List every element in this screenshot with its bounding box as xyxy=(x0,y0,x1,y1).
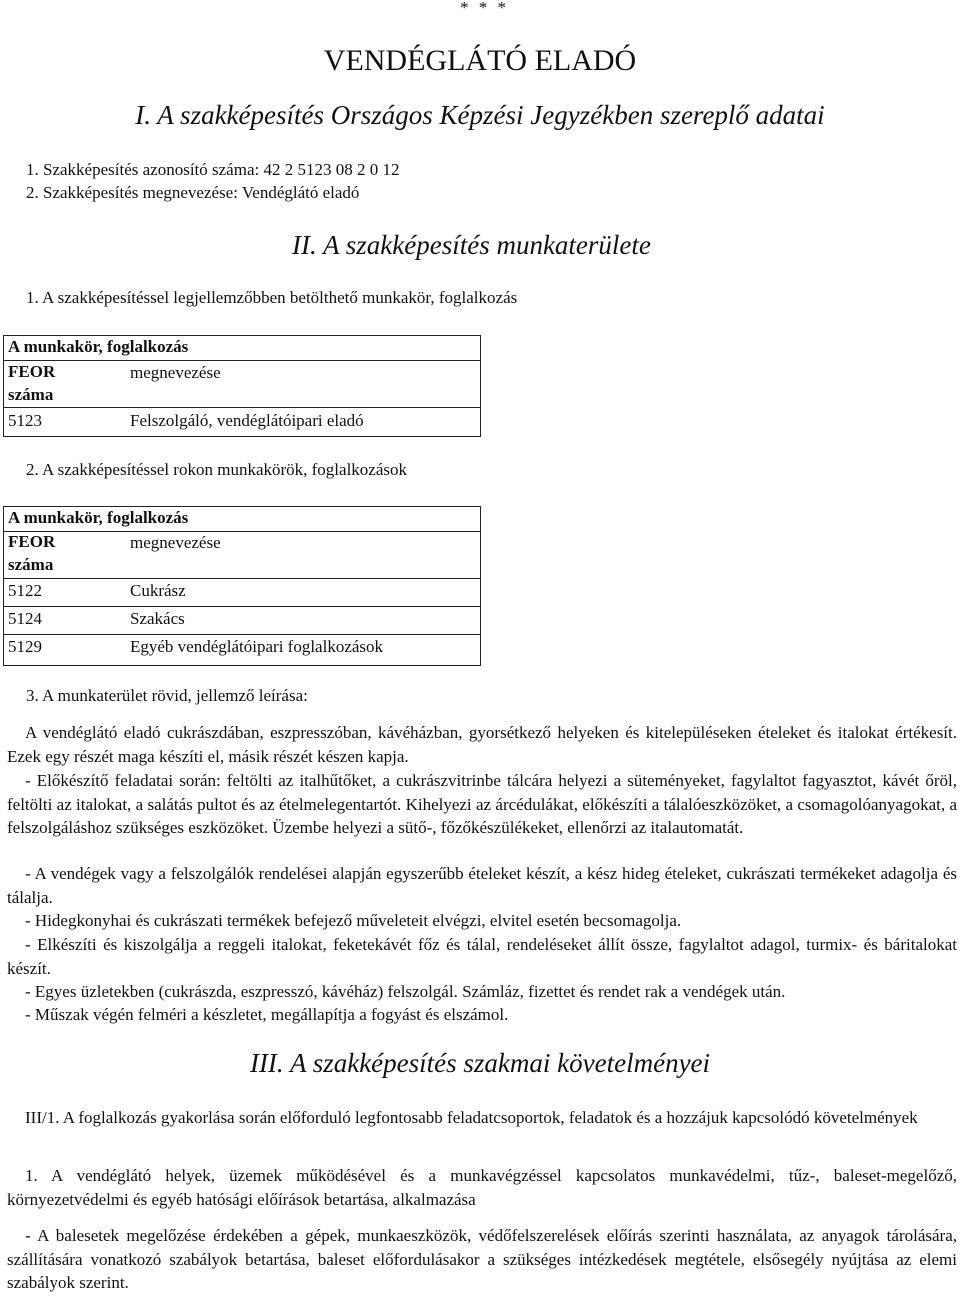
table1-col-feor-2: száma xyxy=(8,385,54,404)
table2-col-feor: FEOR xyxy=(8,532,56,551)
subsection-2-2: 2. A szakképesítéssel rokon munkakörök, foglalkozások xyxy=(26,460,408,479)
table2-row-name: Egyéb vendéglátóipari foglalkozások xyxy=(130,637,384,656)
table2-col-name: megnevezése xyxy=(130,533,221,552)
description-paragraph: - A vendégek vagy a felszolgálók rendelései alapján egyszerűbb ételeket készít, a kész hideg ételeket, cukrászati termékeket adagolja és tálalja. xyxy=(7,864,957,907)
table2-row-code: 5129 xyxy=(8,637,42,656)
qualification-name-line: 2. Szakképesítés megnevezése: Vendéglátó eladó xyxy=(26,183,360,202)
section-1-heading: I. A szakképesítés Országos Képzési Jegyzékben szereplő adatai xyxy=(135,100,825,130)
table2-row-code: 5124 xyxy=(8,609,42,628)
table2-row-code: 5122 xyxy=(8,581,42,600)
requirements-intro: III/1. A foglalkozás gyakorlása során előforduló legfontosabb feladatcsoportok, feladatok és a hozzájuk kapcsolódó követelmények xyxy=(25,1108,918,1127)
table2-col-feor-2: száma xyxy=(8,555,54,574)
table1-row-name: Felszolgáló, vendéglátóipari eladó xyxy=(130,411,364,430)
table1-col-name: megnevezése xyxy=(130,363,221,382)
table2-row-name: Cukrász xyxy=(130,581,186,600)
page-separator-stars: * * * xyxy=(460,0,509,17)
table1-header: A munkakör, foglalkozás xyxy=(8,337,189,356)
description-paragraph: - Hidegkonyhai és cukrászati termékek befejező műveleteit elvégzi, elvitel esetén becsomagolja. xyxy=(25,911,682,930)
section-2-heading: II. A szakképesítés munkaterülete xyxy=(292,230,651,260)
description-paragraph: - Műszak végén felméri a készletet, megállapítja a fogyást és elszámol. xyxy=(25,1005,509,1024)
description-paragraph: - Előkészítő feladatai során: feltölti az italhűtőket, a cukrászvitrinbe tálcára helyezi a süteményeket, fagylaltot fagyasztot, kávét őröl, feltölti az italokat, a salátás pultot és az ételmelegentartót. Kihelyezi az árcédulákat, előkészíti a tálalóeszközöket, a csomagolóanyagokat, a felszolgáláshoz szükséges eszközöket. Üzembe helyezi a sütő-, főzőkészülékeket, ellenőrzi az italautomatát. xyxy=(7,771,957,837)
requirement-group-1: 1. A vendéglátó helyek, üzemek működésével és a munkavégzéssel kapcsolatos munkavédelmi, tűz-, baleset-megelőző, környezetvédelmi és egyéb hatósági előírások betartása, alkalmazása xyxy=(7,1166,957,1209)
subsection-2-1: 1. A szakképesítéssel legjellemzőbben betölthető munkakör, foglalkozás xyxy=(26,288,518,307)
description-paragraph: - Elkészíti és kiszolgálja a reggeli italokat, feketekávét főz és tálal, rendeléseket állít össze, fagylaltot adagol, turmix- és báritalokat készít. xyxy=(7,935,957,978)
qualification-id-line: 1. Szakképesítés azonosító száma: 42 2 5123 08 2 0 12 xyxy=(26,160,400,179)
section-3-heading: III. A szakképesítés szakmai követelményei xyxy=(249,1048,711,1078)
table1-row-code: 5123 xyxy=(8,411,42,430)
description-paragraph: - Egyes üzletekben (cukrászda, eszpresszó, kávéház) felszolgál. Számláz, fizettet és rendet rak a vendégek után. xyxy=(25,982,786,1001)
requirement-detail: - A balesetek megelőzése érdekében a gépek, munkaeszközök, védőfelszerelések előírás szerinti használata, az anyagok tárolására, szállítására vonatkozó szabályok betartása, baleset előfordulásakor a szükséges intézkedések megtétele, elsősegély nyújtása az elemi szabályok szerint. xyxy=(7,1226,957,1292)
table2-header: A munkakör, foglalkozás xyxy=(8,508,189,527)
table1-col-feor: FEOR xyxy=(8,362,56,381)
table2-row-name: Szakács xyxy=(130,609,185,628)
document-title: VENDÉGLÁTÓ ELADÓ xyxy=(323,44,637,77)
description-paragraph: A vendéglátó eladó cukrászdában, eszpresszóban, kávéházban, gyorsétkező helyeken és kitelepüléseken ételeket és italokat értékesít. Ezek egy részét maga készíti el, másik részét készen kapja. xyxy=(7,723,957,766)
subsection-2-3: 3. A munkaterület rövid, jellemző leírása: xyxy=(26,686,308,705)
